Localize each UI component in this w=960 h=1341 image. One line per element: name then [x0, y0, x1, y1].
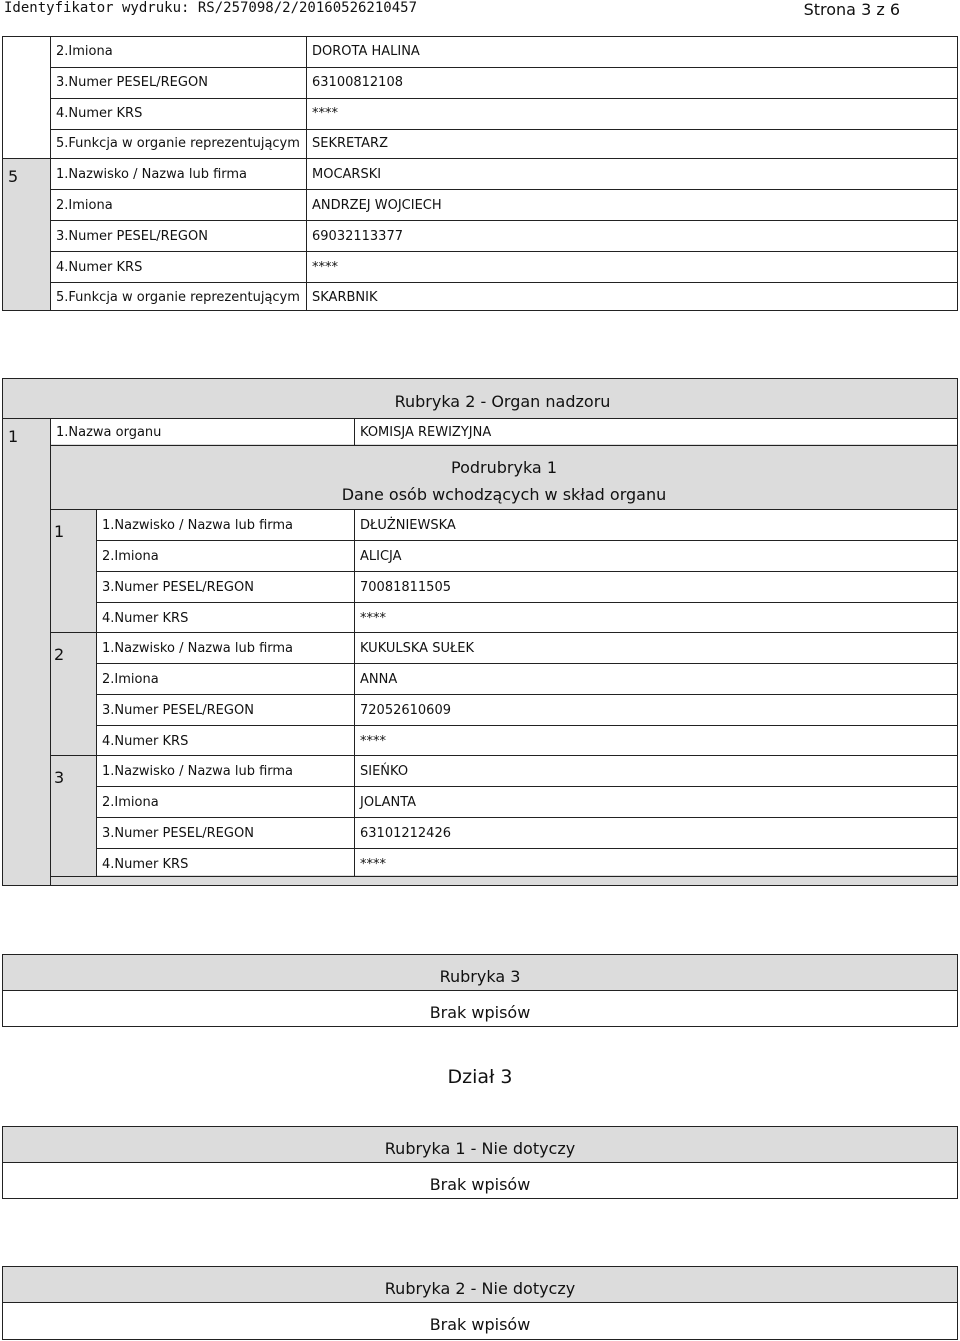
field-value: ****	[360, 734, 386, 749]
person-number: 1	[54, 522, 65, 541]
field-label: 3.Numer PESEL/REGON	[102, 580, 254, 595]
field-label: 1.Nazwa organu	[56, 425, 162, 440]
empty-notice: Brak wpisów	[429, 1175, 531, 1194]
empty-notice: Brak wpisów	[429, 1315, 531, 1334]
row-number: 1	[8, 427, 19, 446]
field-label: 5.Funkcja w organie reprezentującym	[56, 136, 300, 151]
field-label: 2.Imiona	[56, 198, 113, 213]
field-value: SEKRETARZ	[312, 136, 389, 151]
field-label: 4.Numer KRS	[56, 106, 143, 121]
field-value: SKARBNIK	[312, 290, 378, 305]
field-value: ****	[312, 260, 338, 275]
field-value: DOROTA HALINA	[312, 44, 420, 59]
field-label: 3.Numer PESEL/REGON	[56, 75, 208, 90]
chapter-title: Dział 3	[447, 1066, 513, 1088]
field-value: ANDRZEJ WOJCIECH	[312, 198, 442, 213]
field-value: KUKULSKA SUŁEK	[360, 641, 475, 656]
section-title: Rubryka 2 - Nie dotyczy	[384, 1279, 576, 1298]
field-label: 3.Numer PESEL/REGON	[102, 703, 254, 718]
page-number: Strona 3 z 6	[803, 0, 900, 19]
field-label: 4.Numer KRS	[102, 857, 189, 872]
field-label: 3.Numer PESEL/REGON	[102, 826, 254, 841]
field-label: 2.Imiona	[102, 672, 159, 687]
field-label: 5.Funkcja w organie reprezentującym	[56, 290, 300, 305]
field-label: 2.Imiona	[102, 795, 159, 810]
field-label: 1.Nazwisko / Nazwa lub firma	[56, 167, 248, 182]
field-label: 2.Imiona	[102, 549, 159, 564]
field-value: DŁUŻNIEWSKA	[360, 518, 456, 533]
field-label: 4.Numer KRS	[102, 611, 189, 626]
field-value: JOLANTA	[360, 795, 417, 810]
section-title: Rubryka 2 - Organ nadzoru	[394, 392, 611, 411]
field-label: 1.Nazwisko / Nazwa lub firma	[102, 764, 294, 779]
field-value: 63100812108	[312, 75, 403, 90]
person-number: 2	[54, 645, 65, 664]
field-value: SIEŃKO	[360, 764, 409, 779]
section-title: Rubryka 3	[439, 967, 521, 986]
empty-notice: Brak wpisów	[429, 1003, 531, 1022]
field-label: 3.Numer PESEL/REGON	[56, 229, 208, 244]
field-value: ****	[360, 611, 386, 626]
field-label: 4.Numer KRS	[56, 260, 143, 275]
section-title: Rubryka 1 - Nie dotyczy	[384, 1139, 576, 1158]
print-identifier: Identyfikator wydruku: RS/257098/2/20160526210457	[4, 0, 418, 16]
field-value: 63101212426	[360, 826, 451, 841]
field-value: 69032113377	[312, 229, 403, 244]
field-value: 72052610609	[360, 703, 451, 718]
field-value: 70081811505	[360, 580, 451, 595]
field-label: 4.Numer KRS	[102, 734, 189, 749]
field-value: MOCARSKI	[312, 167, 382, 182]
field-label: 2.Imiona	[56, 44, 113, 59]
field-label: 1.Nazwisko / Nazwa lub firma	[102, 518, 294, 533]
subsection-title: Podrubryka 1	[451, 458, 557, 477]
field-value: KOMISJA REWIZYJNA	[360, 425, 492, 440]
field-label: 1.Nazwisko / Nazwa lub firma	[102, 641, 294, 656]
person-number: 3	[54, 768, 65, 787]
field-value: ****	[312, 106, 338, 121]
field-value: ALICJA	[360, 549, 402, 564]
entry-number: 5	[8, 167, 19, 186]
subsection-subtitle: Dane osób wchodzących w skład organu	[341, 485, 667, 504]
field-value: ANNA	[360, 672, 398, 687]
field-value: ****	[360, 857, 386, 872]
